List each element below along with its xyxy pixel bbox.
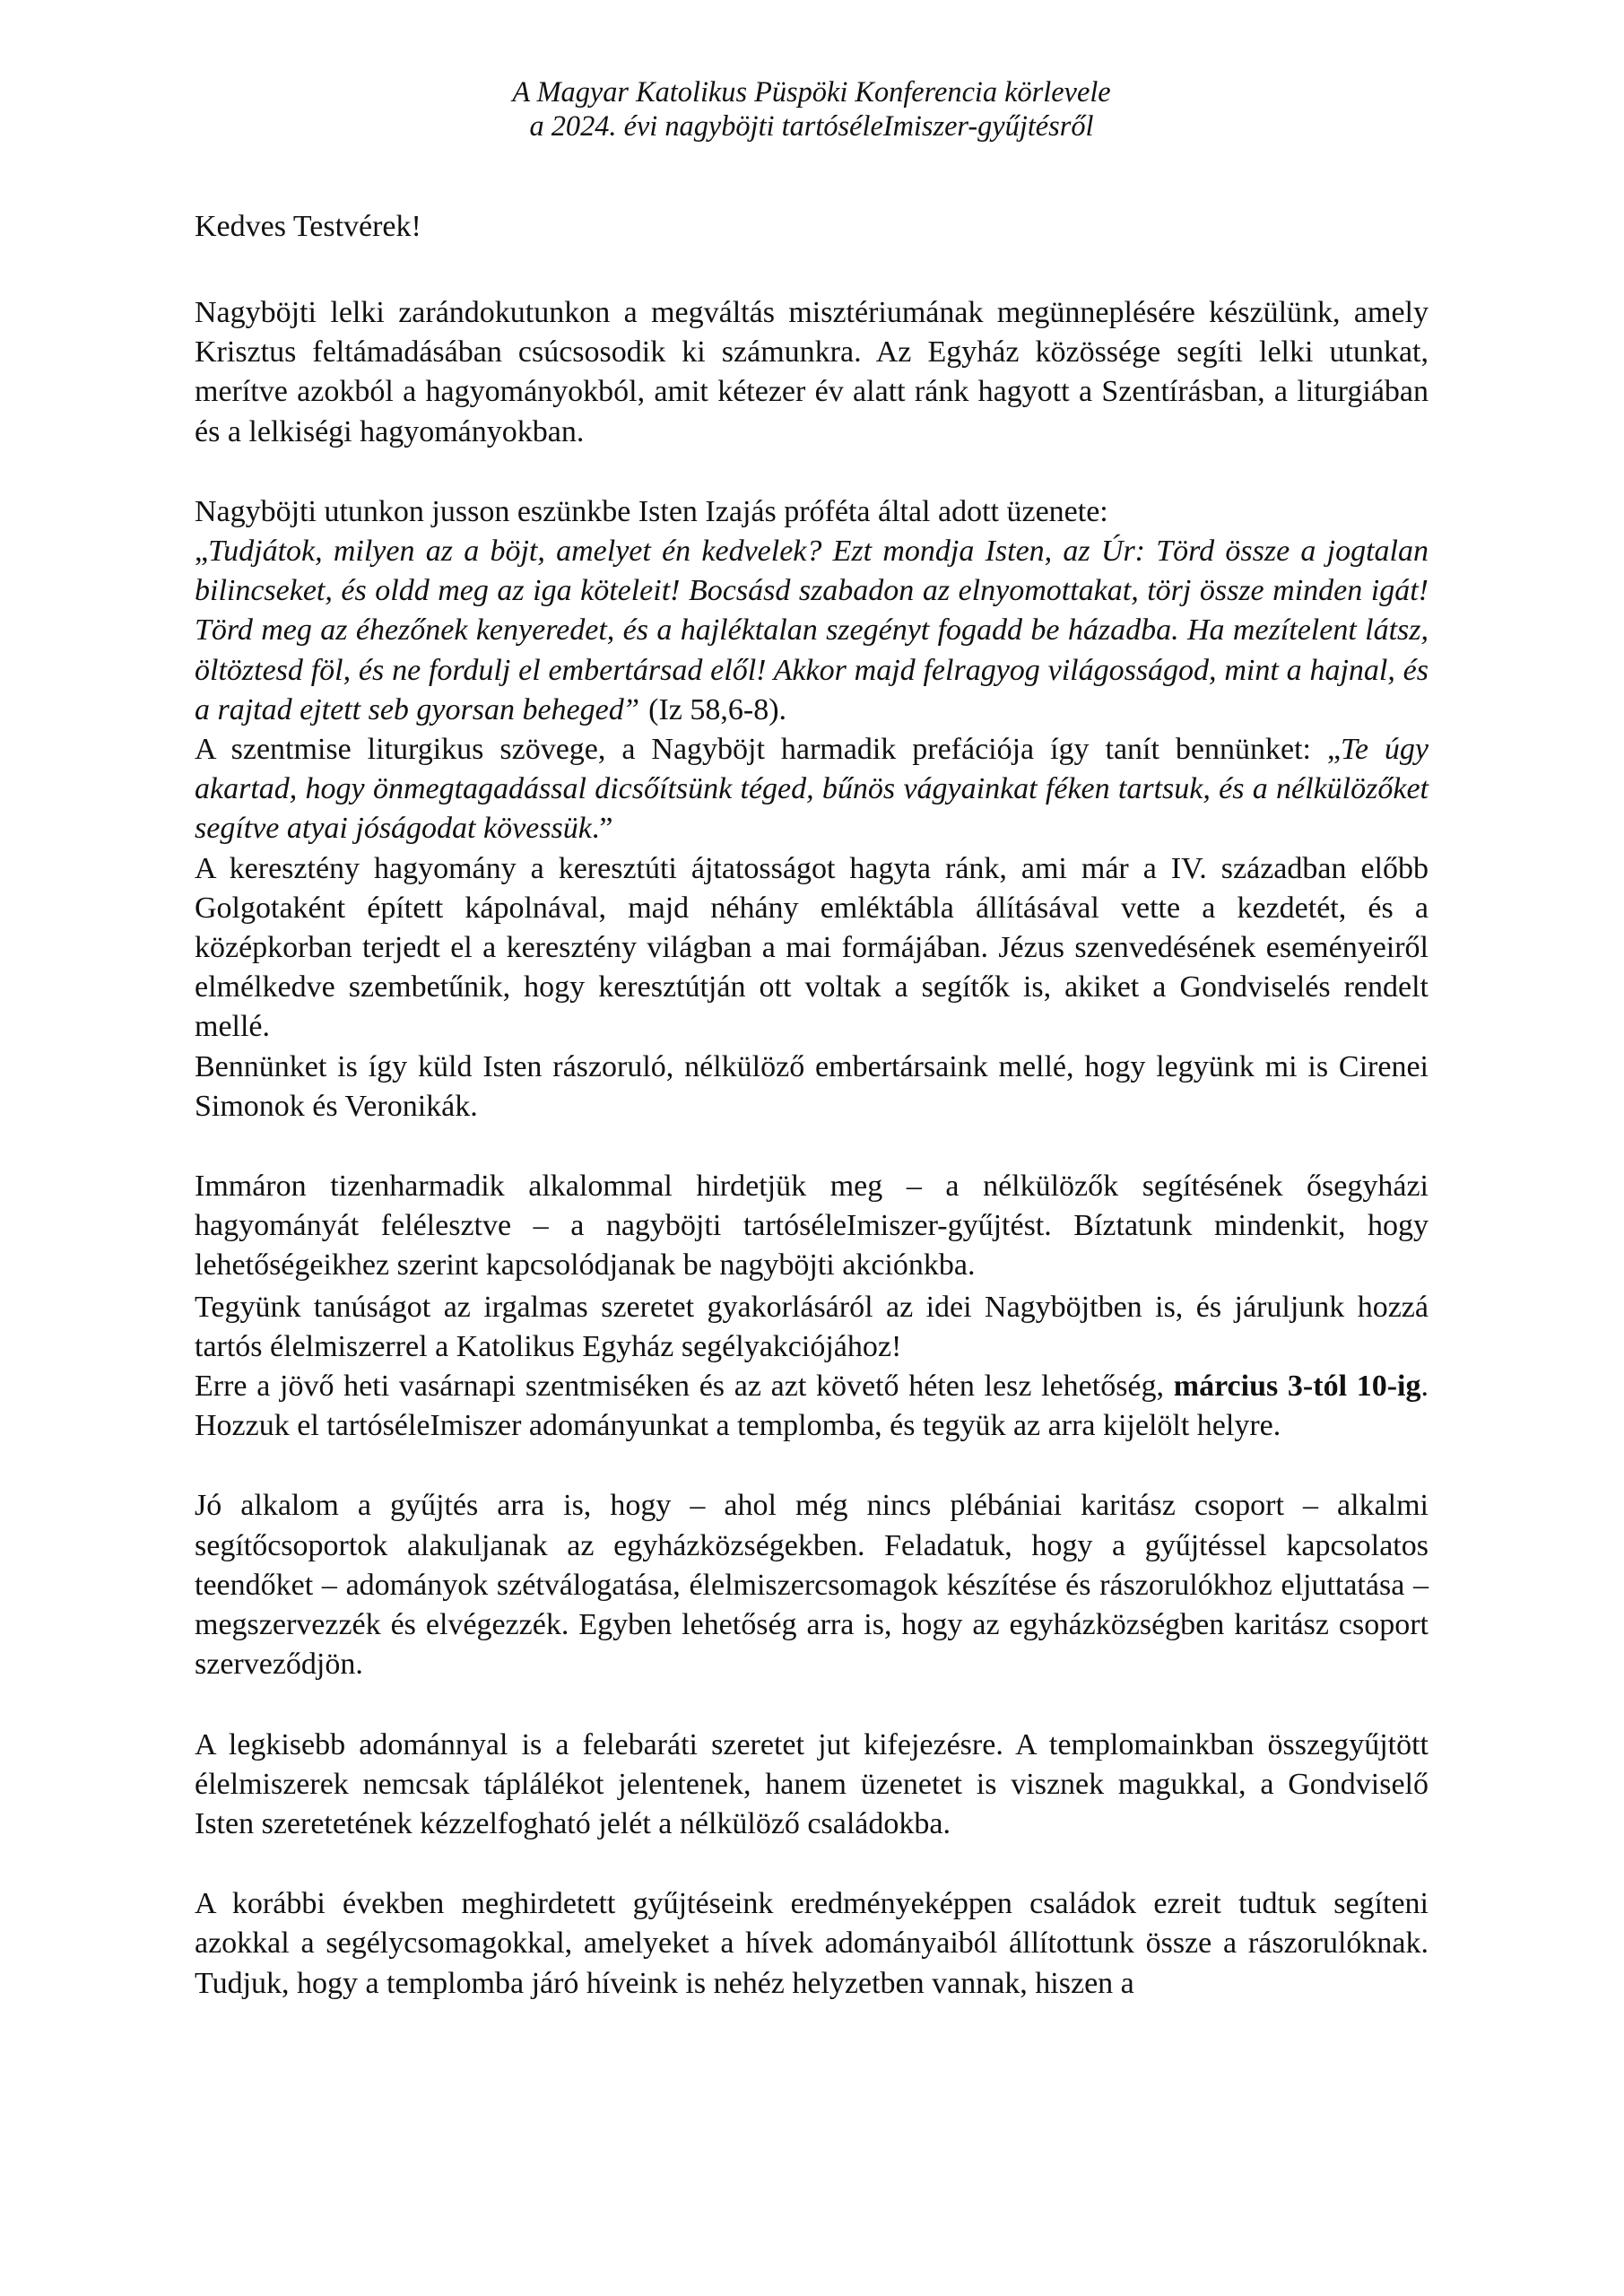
paragraph-text: Jó alkalom a gyűjtés arra is, hogy – ahol még nincs plébániai karitász csoport – alkalmi segítőcsoportok alakuljanak az egyházközségekben. Feladatuk, hogy a gyűjtéssel kapcsolatos teendőket – adományok szétválogatása, élelmiszercsomagok készítése és rászorulókhoz eljuttatása – megszervezzék és elvégezzék. Egyben lehetőség arra is, hogy az egyházközségben karitász csoport szerveződjön.: [195, 1489, 1429, 1682]
paragraph: [195, 1486, 1429, 1684]
paragraph: [195, 730, 1429, 849]
paragraph-text: A keresztény hagyomány a keresztúti ájtatosságot hagyta ránk, ami már a IV. században előbb Golgotaként épített kápolnával, majd néhány emléktábla állításával vette a kezdetét, és a középkorban terjedt el a keresztény világban a mai formájában. Jézus szenvedésének eseményeiről elmélkedve szembetűnik, hogy keresztútján ott voltak a segítők is, akiket a Gondviselés rendelt mellé.: [195, 851, 1429, 1044]
salutation: Kedves Testvérek!: [195, 210, 421, 243]
paragraph: [195, 1884, 1429, 2004]
paragraph-text: Nagyböjti utunkon jusson eszünkbe Isten Izajás próféta által adott üzenete:: [195, 494, 1108, 528]
paragraph: [195, 1367, 1429, 1446]
paragraph-text: (Iz 58,6-8).: [640, 692, 787, 726]
paragraph: [195, 1167, 1429, 1286]
emphasis-text: március 3-tól 10-ig: [1173, 1370, 1421, 1404]
paragraph: [195, 532, 1429, 730]
paragraph-text: Erre a jövő heti vasárnapi szentmiséken és az azt követő héten lesz lehetőség,: [195, 1370, 1174, 1404]
paragraph-text: A korábbi években meghirdetett gyűjtéseink eredményeképpen családok ezreit tudtuk segíteni azokkal a segélycsomagokkal, amelyeket a hívek adományaiból állítottunk össze a rászorulóknak. Tudjuk, hogy a templomba járó híveink is nehéz helyzetben vannak, hiszen a: [195, 1887, 1429, 2000]
paragraph-text: .”: [591, 812, 613, 846]
paragraph: [195, 1726, 1429, 1845]
paragraph-text: „: [195, 535, 209, 569]
paragraph: [195, 1048, 1429, 1126]
paragraph-text: Tegyünk tanúságot az irgalmas szeretet gyakorlásáról az idei Nagyböjtben is, és járuljunk hozzá tartós élelmiszerrel a Katolikus Egyház segélyakciójához!: [195, 1290, 1429, 1363]
paragraph-text: Nagyböjti lelki zarándokutunkon a megváltás misztériumának megünneplésére készülünk, amely Krisztus feltámadásában csúcsosodik ki számunkra. Az Egyház közössége segíti lelki utunkat, merítve azokból a hagyományokból, amit kétezer év alatt ránk hagyott a Szentírásban, a liturgiában és a lelkiségi hagyományokban.: [195, 296, 1429, 448]
paragraph-text: . Hozzuk el tartóséleImiszer adományunkat a templomba, és tegyük az arra kijelölt helyre.: [195, 1370, 1429, 1443]
letter-title: [207, 75, 1416, 144]
paragraph: [195, 492, 1429, 532]
paragraph-text: Immáron tizenharmadik alkalommal hirdetjük meg – a nélkülözők segítésének ősegyházi hagyományát felélesztve – a nagyböjti tartóséleImiszer-gyűjtést. Bíztatunk mindenkit, hogy lehetőségeikhez szerint kapcsolódjanak be nagyböjti akciónkba.: [195, 1170, 1429, 1283]
paragraph-text: Bennünket is így küld Isten rászoruló, nélkülöző embertársaink mellé, hogy legyünk mi is Cirenei Simonok és Veronikák.: [195, 1049, 1429, 1123]
paragraph: [195, 1288, 1429, 1367]
quotation-text: Tudjátok, milyen az a böjt, amelyet én kedvelek? Ezt mondja Isten, az Úr: Törd össze a jogtalan bilincseket, és oldd meg az iga köteleit! Bocsásd szabadon az elnyomottakat, törj össze minden igát! Törd meg az éhezőnek kenyeredet, és a hajléktalan szegényt fogadd be házadba. Ha mezítelent látsz, öltöztesd föl, és ne fordulj el embertársad elől! Akkor majd felragyog világosságod, mint a hajnal, és a rajtad ejtett seb gyorsan behegedˮ: [195, 535, 1429, 726]
paragraph-text: A legkisebb adománnyal is a felebaráti szeretet jut kifejezésre. A templomainkban összegyűjtött élelmiszerek nemcsak táplálékot jelentenek, hanem üzenetet is visznek magukkal, a Gondviselő Isten szeretetének kézzelfogható jelét a nélkülöző családokba.: [195, 1727, 1429, 1840]
paragraph: [195, 293, 1429, 452]
title-line-2: a 2024. évi nagyböjti tartóséleImiszer-gyűjtésről: [529, 110, 1094, 143]
letter-body: [195, 293, 1429, 2004]
quotation-text: Te úgy akartad, hogy önmegtagadással dicsőítsünk téged, bűnös vágyainkat féken tartsuk, és a nélkülözőket segítve atyai jóságodat kövessük: [195, 733, 1429, 846]
title-line-1: A Magyar Katolikus Püspöki Konferencia körlevele: [512, 76, 1111, 109]
paragraph: [195, 849, 1429, 1048]
paragraph-text: A szentmise liturgikus szövege, a Nagyböjt harmadik prefációja így tanít bennünket: „: [195, 733, 1342, 767]
